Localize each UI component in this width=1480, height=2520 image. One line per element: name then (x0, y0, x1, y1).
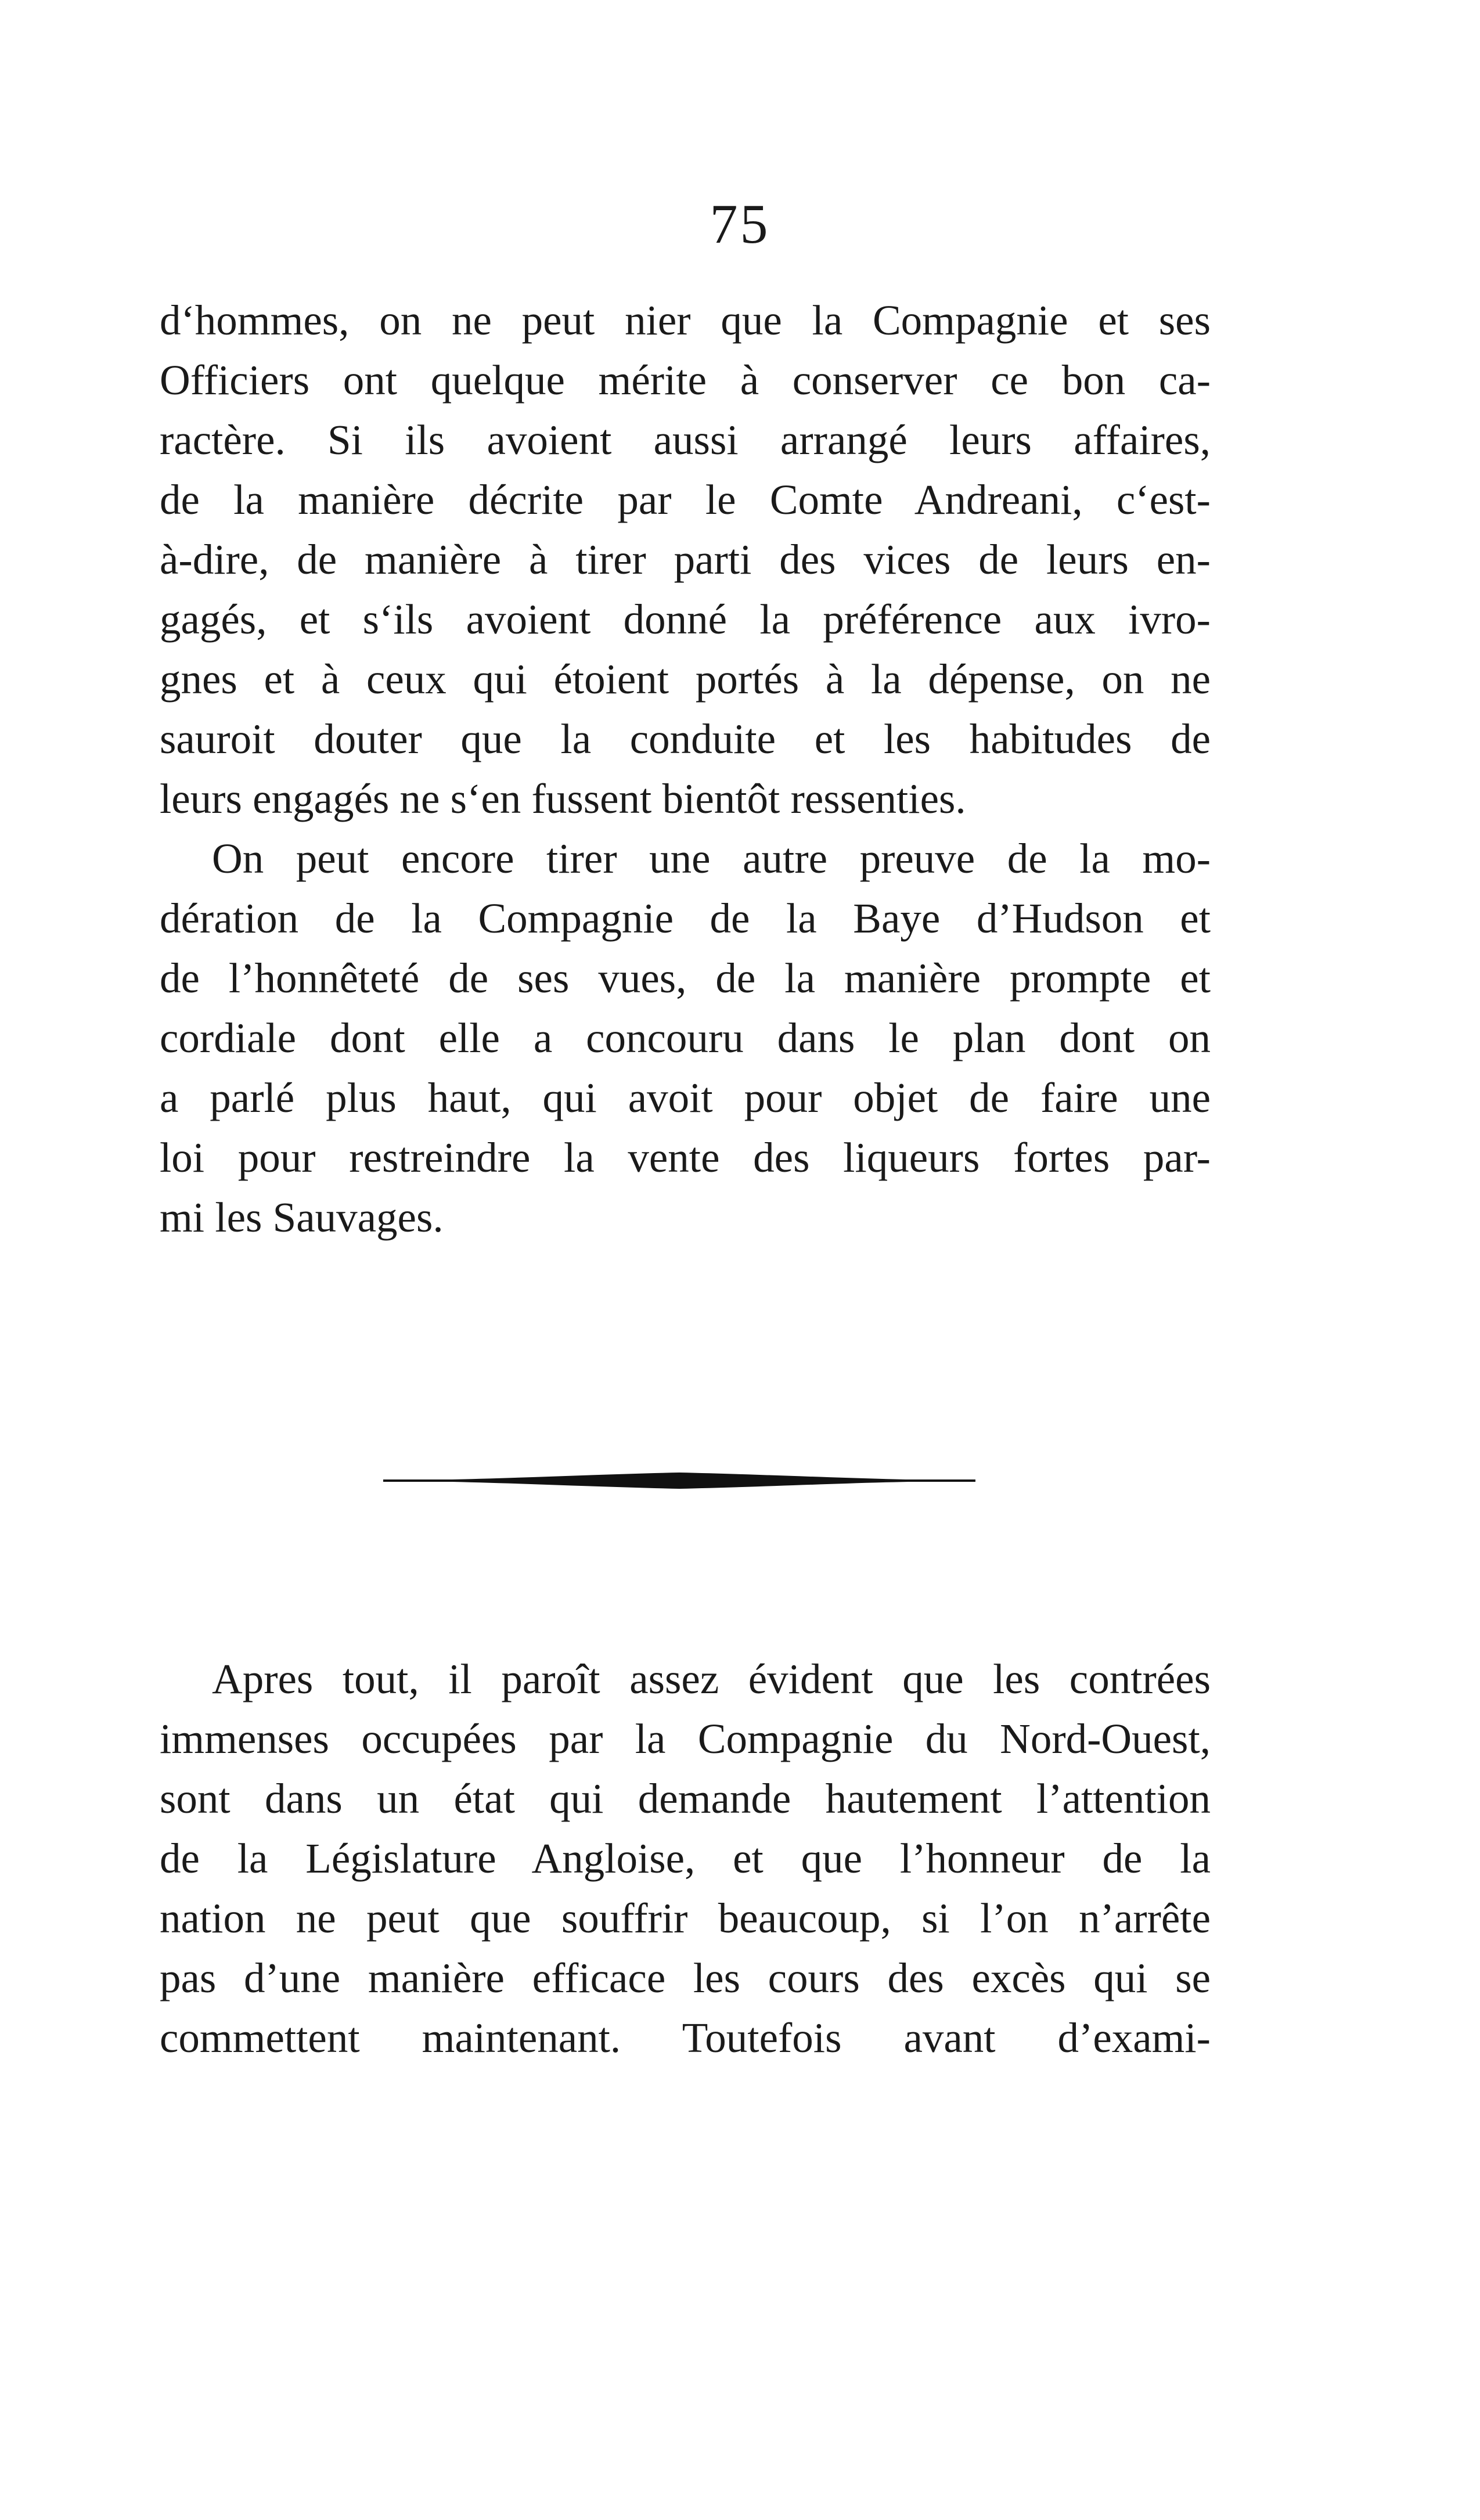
text-line: d‘hommes, on ne peut nier que la Compagnie et ses (160, 297, 1211, 344)
text-line: de la manière décrite par le Comte Andreani, c‘est- (160, 476, 1211, 523)
text-line: nation ne peut que souffrir beaucoup, si l’on n’arrête (160, 1895, 1211, 1942)
text-line: gagés, et s‘ils avoient donné la préférence aux ivro- (160, 596, 1211, 643)
text-line: pas d’une manière efficace les cours des excès qui se (160, 1954, 1211, 2001)
text-line: On peut encore tirer une autre preuve de la mo- (212, 835, 1211, 882)
text-line: à-dire, de manière à tirer parti des vices de leurs en- (160, 536, 1211, 583)
text-line: immenses occupées par la Compagnie du Nord-Ouest, (160, 1715, 1211, 1762)
text-line: loi pour restreindre la vente des liqueurs fortes par- (160, 1134, 1211, 1181)
text-block-upper (160, 290, 1211, 1247)
text-line: ractère. Si ils avoient aussi arrangé leurs affaires, (160, 416, 1211, 463)
text-line: cordiale dont elle a concouru dans le plan dont on (160, 1014, 1211, 1061)
text-line: a parlé plus haut, qui avoit pour objet de faire une (160, 1074, 1211, 1121)
text-line: leurs engagés ne s‘en fussent bientôt ressenties. (160, 775, 966, 822)
page-number: 75 (710, 193, 770, 255)
text-line: de l’honnêteté de ses vues, de la manière prompte et (160, 955, 1211, 1002)
text-line: de la Législature Angloise, et que l’honneur de la (160, 1835, 1211, 1882)
text-line: Apres tout, il paroît assez évident que les contrées (212, 1655, 1211, 1702)
text-line: sont dans un état qui demande hautement l’attention (160, 1775, 1211, 1822)
text-line: dération de la Compagnie de la Baye d’Hudson et (160, 895, 1211, 942)
section-divider-ornament (383, 1469, 975, 1492)
text-line: gnes et à ceux qui étoient portés à la dépense, on ne (160, 656, 1211, 703)
text-line: commettent maintenant. Toutefois avant d’exami- (160, 2014, 1211, 2061)
text-line: Officiers ont quelque mérite à conserver ce bon ca- (160, 357, 1211, 404)
text-line: sauroit douter que la conduite et les habitudes de (160, 715, 1211, 762)
text-line: mi les Sauvages. (160, 1194, 444, 1241)
text-block-lower (160, 1649, 1211, 2068)
